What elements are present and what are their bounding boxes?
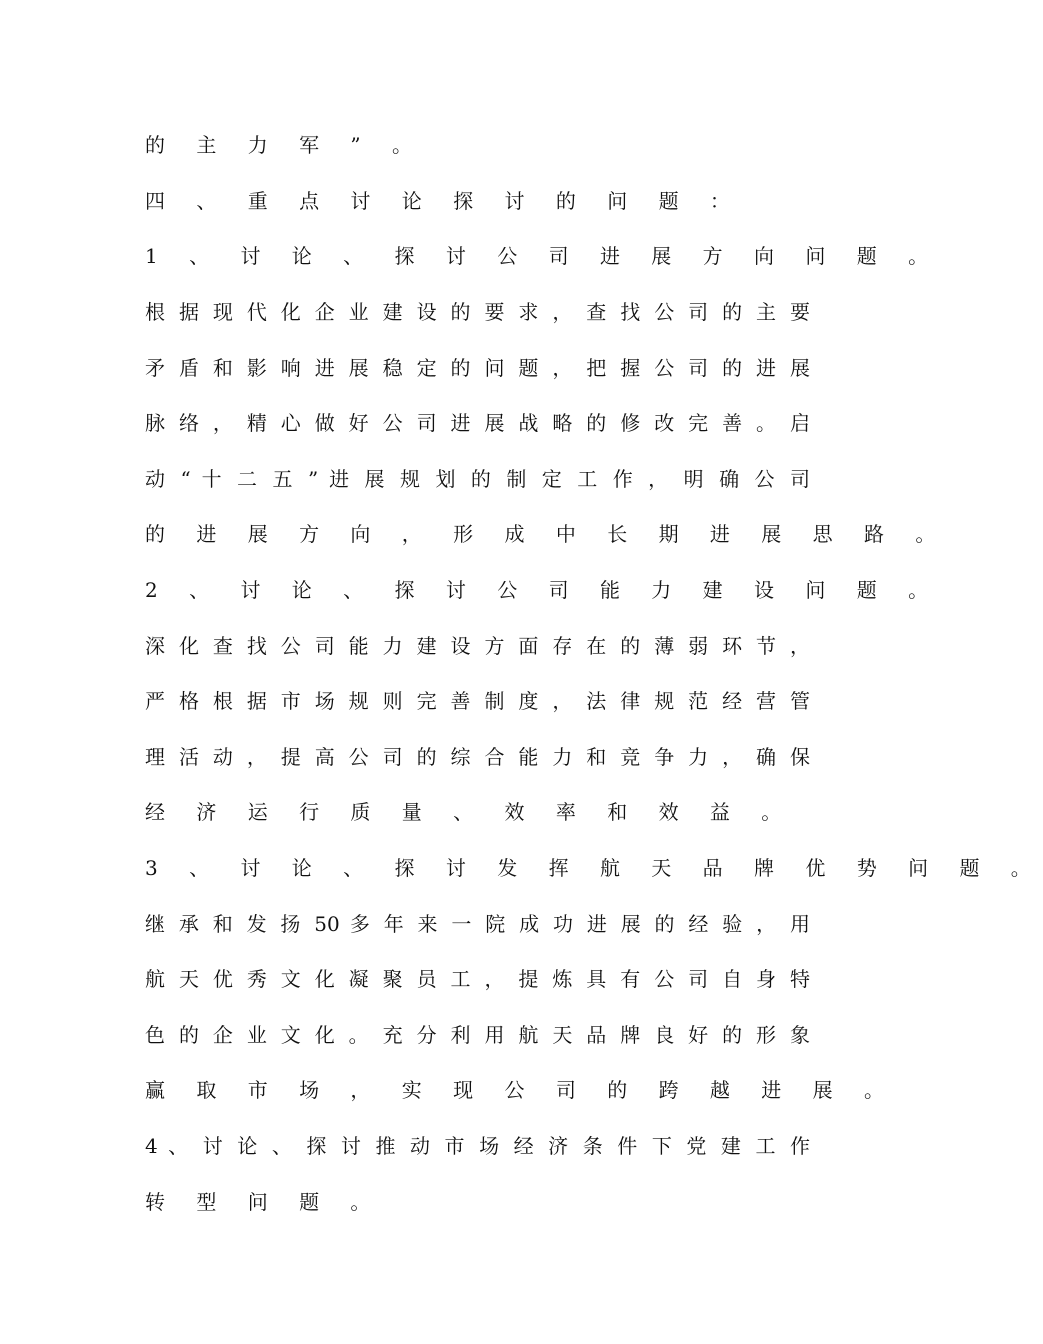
text-line-12: 理 活 动 ， 提 高 公 司 的 综 合 能 力 和 竞 争 力 ， 确 保	[145, 745, 810, 769]
text-line-20: 转 型 问 题 。	[145, 1190, 383, 1214]
section-heading-4: 四 、 重 点 讨 论 探 讨 的 问 题 ：	[145, 189, 743, 213]
text-line-18: 赢 取 市 场 ， 实 现 公 司 的 跨 越 进 展 。	[145, 1078, 897, 1102]
item-heading-2: 2 、 讨 论 、 探 讨 公 司 能 力 建 设 问 题 。	[145, 578, 941, 602]
text-line-6: 脉 络 ， 精 心 做 好 公 司 进 展 战 略 的 修 改 完 善 。 启	[145, 411, 810, 435]
text-line-17: 色 的 企 业 文 化 。 充 分 利 用 航 天 品 牌 良 好 的 形 象	[145, 1023, 810, 1047]
text-line-13: 经 济 运 行 质 量 、 效 率 和 效 益 。	[145, 800, 794, 824]
text-line-4: 根 据 现 代 化 企 业 建 设 的 要 求 ， 查 找 公 司 的 主 要	[145, 300, 810, 324]
text-line-15: 继 承 和 发 扬 50 多 年 来 一 院 成 功 进 展 的 经 验 ， 用	[145, 912, 810, 936]
text-line-5: 矛 盾 和 影 响 进 展 稳 定 的 问 题 ， 把 握 公 司 的 进 展	[145, 356, 810, 380]
text-line-10: 深 化 查 找 公 司 能 力 建 设 方 面 存 在 的 薄 弱 环 节 ，	[145, 634, 810, 658]
text-line-1: 的 主 力 军 ” 。	[145, 133, 425, 157]
text-line-11: 严 格 根 据 市 场 规 则 完 善 制 度 ， 法 律 规 范 经 营 管	[145, 689, 810, 713]
text-line-16: 航 天 优 秀 文 化 凝 聚 员 工 ， 提 炼 具 有 公 司 自 身 特	[145, 967, 810, 991]
text-line-8: 的 进 展 方 向 ， 形 成 中 长 期 进 展 思 路 。	[145, 522, 948, 546]
item-heading-4: 4 、 讨 论 、 探 讨 推 动 市 场 经 济 条 件 下 党 建 工 作	[145, 1134, 810, 1158]
item-heading-3: 3 、 讨 论 、 探 讨 发 挥 航 天 品 牌 优 势 问 题 。	[145, 856, 1043, 880]
text-line-7: 动 “ 十 二 五 ” 进 展 规 划 的 制 定 工 作 ， 明 确 公 司	[145, 467, 810, 491]
item-heading-1: 1 、 讨 论 、 探 讨 公 司 进 展 方 向 问 题 。	[145, 244, 941, 268]
